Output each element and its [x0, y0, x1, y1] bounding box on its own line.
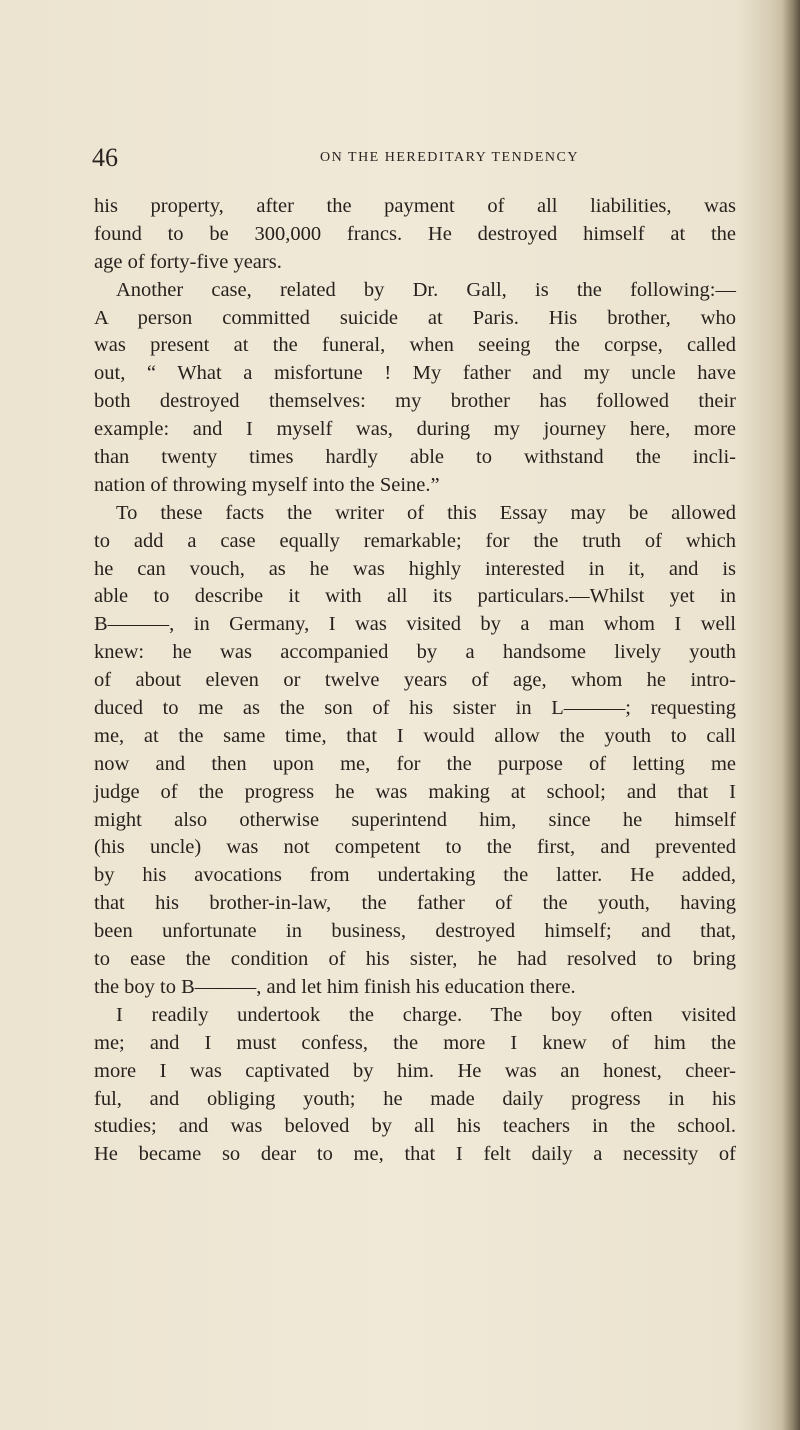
text-line: nation of throwing myself into the Seine.”	[94, 473, 440, 496]
text-line: To these facts the writer of this Essay may be allowed	[116, 501, 736, 524]
text-line: me; and I must confess, the more I knew of him the	[94, 1031, 736, 1054]
text-line: out, “ What a misfortune ! My father and my uncle have	[94, 362, 736, 385]
text-line: judge of the progress he was making at school; and that I	[94, 780, 736, 803]
text-line: found to be 300,000 francs. He destroyed himself at the	[94, 222, 736, 245]
text-line: knew: he was accompanied by a handsome lively youth	[94, 641, 736, 664]
text-line: Another case, related by Dr. Gall, is the following:—	[116, 278, 736, 301]
text-line: the boy to B———, and let him finish his education there.	[94, 975, 576, 998]
text-line: more I was captivated by him. He was an honest, cheer-	[94, 1059, 736, 1082]
text-line: duced to me as the son of his sister in L———; requesting	[94, 697, 736, 720]
page-edge-shadow	[782, 0, 800, 1430]
page-header	[92, 142, 737, 174]
text-line: by his avocations from undertaking the latter. He added,	[94, 864, 736, 887]
text-line: might also otherwise superintend him, since he himself	[94, 808, 736, 831]
text-line: He became so dear to me, that I felt daily a necessity of	[94, 1143, 736, 1166]
text-line: that his brother-in-law, the father of the youth, having	[94, 892, 736, 915]
text-line: B———, in Germany, I was visited by a man whom I well	[94, 613, 736, 636]
text-line: to add a case equally remarkable; for the truth of which	[94, 529, 736, 552]
text-line: age of forty-five years.	[94, 250, 282, 273]
text-line: I readily undertook the charge. The boy often visited	[116, 1003, 736, 1026]
running-head: ON THE HEREDITARY TENDENCY	[320, 150, 579, 165]
text-line: to ease the condition of his sister, he had resolved to bring	[94, 948, 736, 971]
text-line: than twenty times hardly able to withstand the incli-	[94, 446, 736, 469]
text-line: me, at the same time, that I would allow the youth to call	[94, 724, 736, 747]
text-line: studies; and was beloved by all his teachers in the school.	[94, 1115, 736, 1138]
text-line: his property, after the payment of all liabilities, was	[94, 195, 736, 217]
body-text	[94, 193, 736, 1169]
text-line: now and then upon me, for the purpose of letting me	[94, 752, 736, 775]
text-line: A person committed suicide at Paris. His brother, who	[94, 306, 736, 329]
text-line: (his uncle) was not competent to the first, and prevented	[94, 836, 736, 859]
text-line: example: and I myself was, during my journey here, more	[94, 418, 736, 441]
text-line: ful, and obliging youth; he made daily progress in his	[94, 1087, 736, 1110]
text-line: was present at the funeral, when seeing the corpse, called	[94, 334, 736, 357]
text-line: been unfortunate in business, destroyed himself; and that,	[94, 920, 736, 943]
text-line: able to describe it with all its particulars.—Whilst yet in	[94, 585, 736, 608]
text-line: of about eleven or twelve years of age, whom he intro-	[94, 669, 736, 692]
page-number: 46	[92, 143, 118, 172]
text-line: he can vouch, as he was highly interested in it, and is	[94, 557, 736, 580]
text-line: both destroyed themselves: my brother has followed their	[94, 390, 736, 413]
